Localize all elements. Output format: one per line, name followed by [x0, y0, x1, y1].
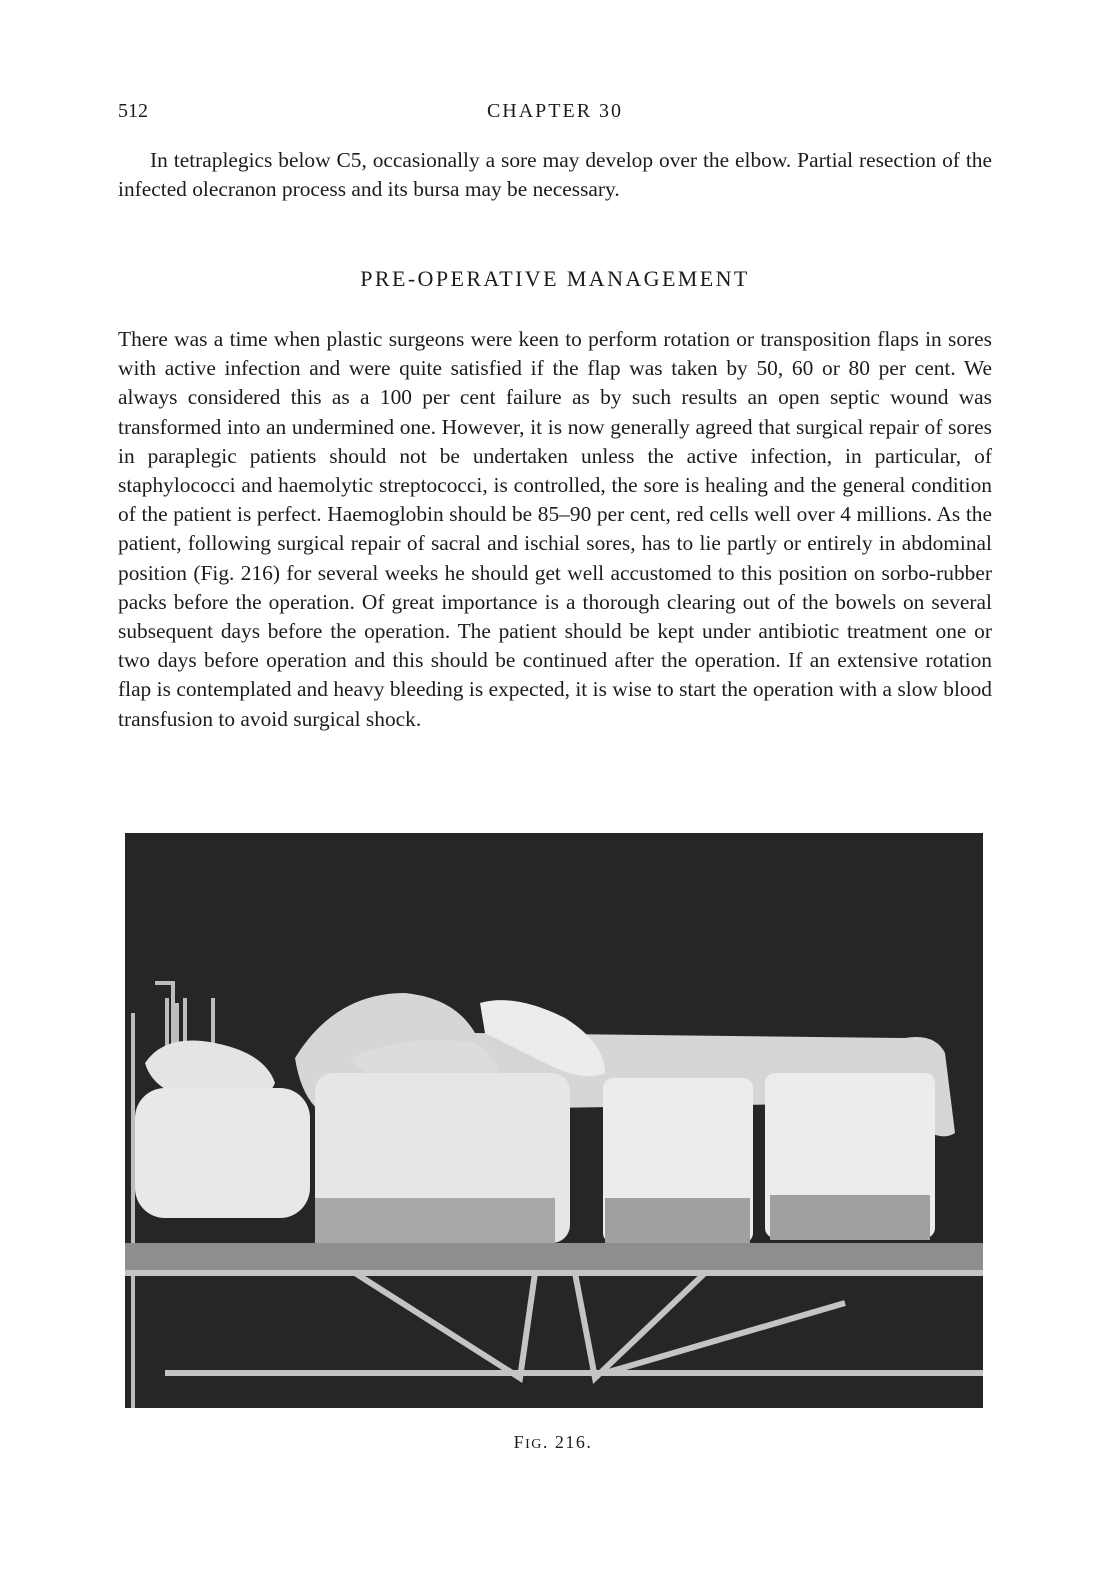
- page-number: 512: [118, 100, 148, 122]
- section-heading: PRE-OPERATIVE MANAGEMENT: [360, 266, 750, 291]
- caption-number: . 216.: [542, 1432, 593, 1452]
- running-head: [118, 100, 992, 130]
- figure-photograph: [125, 833, 983, 1408]
- caption-smallcaps: IG: [525, 1437, 543, 1452]
- caption-prefix: F: [513, 1432, 526, 1452]
- chapter-title: CHAPTER 30: [486, 100, 624, 122]
- intro-paragraph: In tetraplegics below C5, occasionally a sore may develop over the elbow. Partial resection of the infected olecranon process and its bursa may be necessary.: [118, 148, 992, 202]
- patient-on-bed-photo: [125, 833, 983, 1408]
- body-paragraph: There was a time when plastic surgeons were keen to perform rotation or transposition flaps in sores with active infection and were quite satisfied if the flap was taken by 50, 60 or 80 per cent. We always considered this as a 100 per cent failure as by such results an open septic wound was transformed into an undermined one. However, it is now generally agreed that surgical repair of sores in paraplegic patients should not be undertaken unless the active infection, in particular, of staphylococci and haemolytic streptococci, is controlled, the sore is healing and the general condition of the patient is perfect. Haemoglobin should be 85–90 per cent, red cells well over 4 millions. As the patient, following surgical repair of sacral and ischial sores, has to lie partly or entirely in abdominal position (Fig. 216) for several weeks he should get well accustomed to this position on sorbo-rubber packs before the operation. Of great importance is a thorough clearing out of the bowels on several subsequent days before the operation. The patient should be kept under antibiotic treatment one or two days before operation and this should be continued after the operation. If an extensive rotation flap is contemplated and heavy bleeding is expected, it is wise to start the operation with a slow blood transfusion to avoid surgical shock.: [118, 327, 992, 731]
- figure-caption: [0, 1432, 1106, 1453]
